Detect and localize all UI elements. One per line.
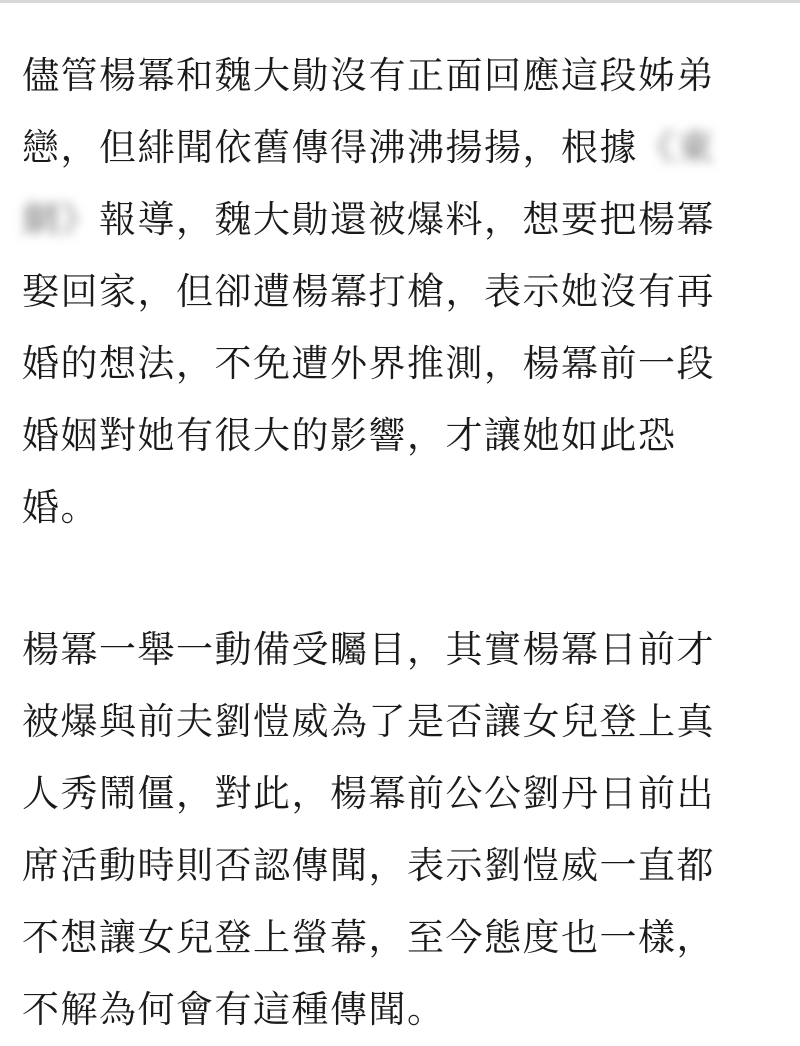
text-line: 人秀鬧僵，對此，楊冪前公公劉丹日前出 [22,772,715,815]
paragraph-spacer [22,544,782,614]
redacted-source-name: 《東 [638,126,715,169]
text-line: 婚姻對她有很大的影響，才讓她如此恐 [22,414,677,457]
text-line: 婚的想法，不免遭外界推測，楊冪前一段 [22,342,715,385]
article-paragraph [22,40,782,544]
redacted-source-name: 網》 [22,198,99,241]
text-line: 戀，但緋聞依舊傳得沸沸揚揚，根據《東 [22,112,782,184]
text-line: 不解為何會有這種傳聞。 [22,988,446,1031]
text-line: 被爆與前夫劉愷威為了是否讓女兒登上真 [22,700,715,743]
text-line: 儘管楊冪和魏大勛沒有正面回應這段姊弟 [22,54,715,97]
text-line: 不想讓女兒登上螢幕，至今態度也一樣， [22,916,715,959]
article-body [22,40,782,1046]
top-divider [0,0,800,3]
text-line: 網》報導，魏大勛還被爆料，想要把楊冪 [22,184,782,256]
article-paragraph [22,614,782,1046]
text-line: 婚。 [22,486,99,529]
text-line: 席活動時則否認傳聞，表示劉愷威一直都 [22,844,715,887]
text-line: 楊冪一舉一動備受矚目，其實楊冪日前才 [22,628,715,671]
text-line: 娶回家，但卻遭楊冪打槍，表示她沒有再 [22,270,715,313]
